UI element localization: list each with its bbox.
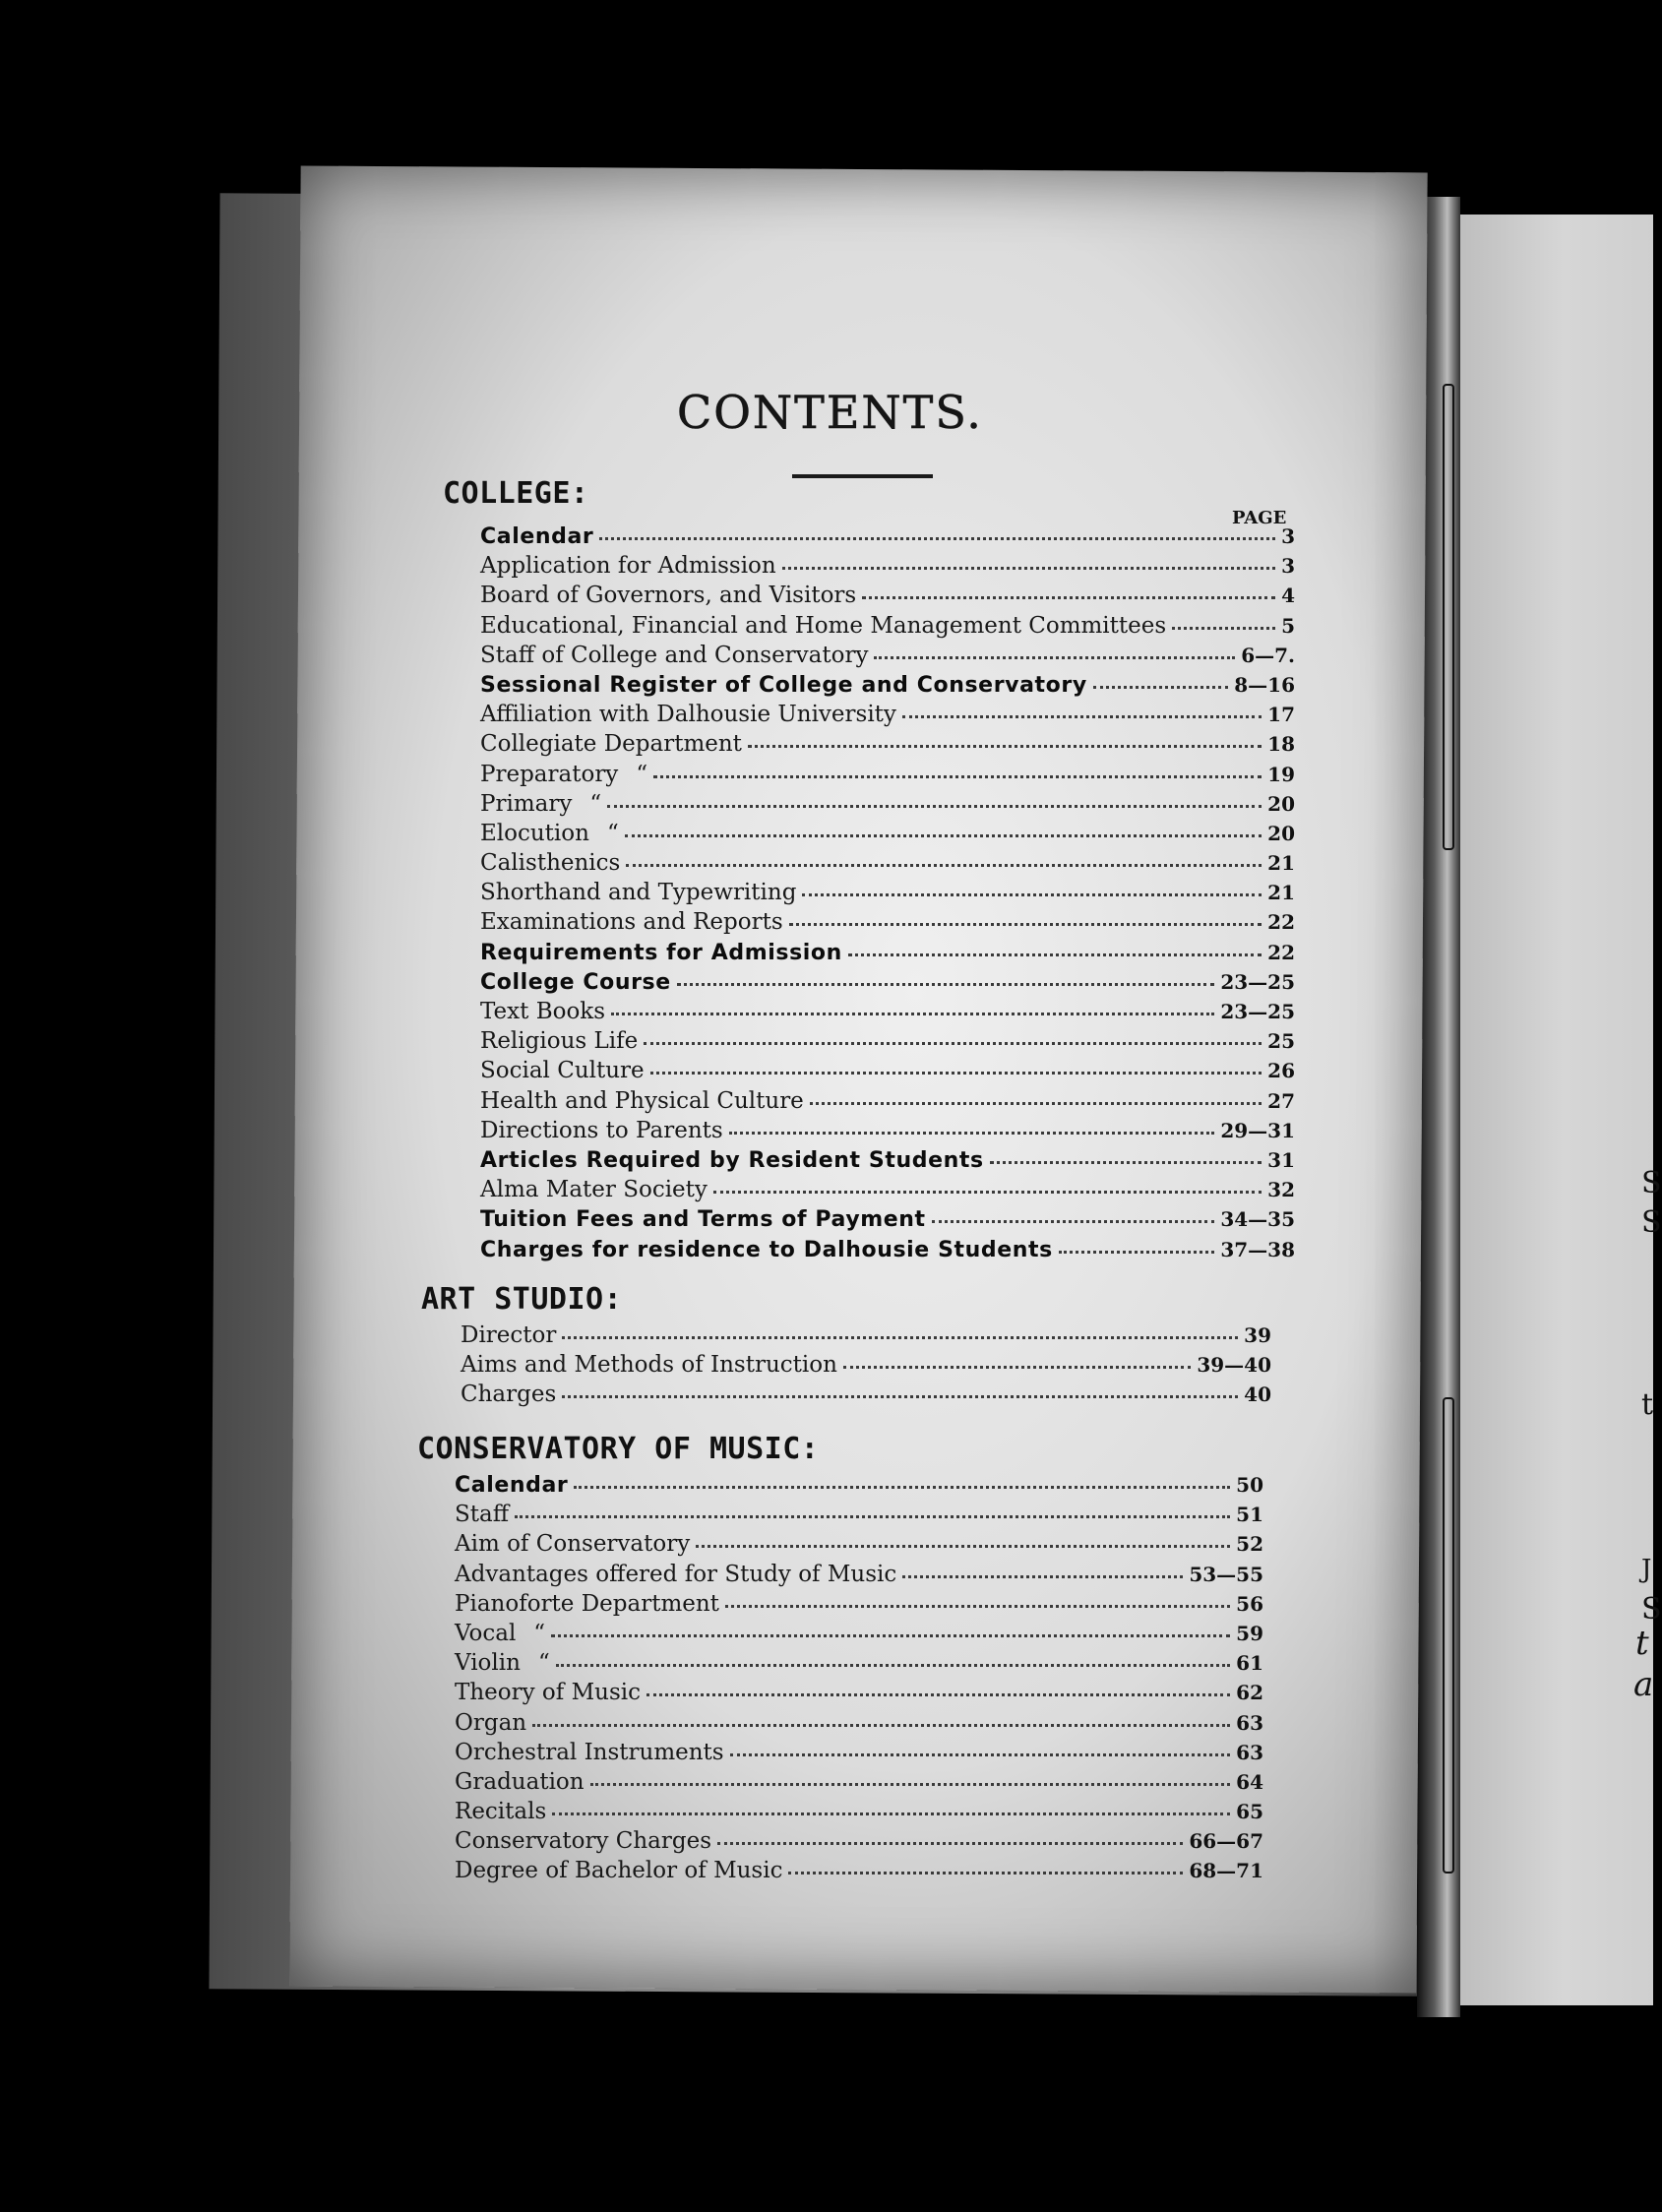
dot-leader (551, 1633, 1230, 1637)
fragment: t (1641, 1387, 1654, 1422)
toc-entry (480, 1235, 1295, 1264)
dot-leader (644, 1041, 1262, 1045)
toc-entry-label: Social Culture (480, 1058, 645, 1084)
toc-entry-page: 19 (1267, 762, 1295, 786)
toc-entry-page: 51 (1236, 1503, 1263, 1527)
toc-entry-page: 26 (1267, 1059, 1295, 1083)
toc-entry (455, 1826, 1263, 1856)
toc-entry-label: Graduation (455, 1768, 585, 1795)
conservatory-toc-list (455, 1470, 1263, 1886)
ditto-mark: “ (589, 790, 602, 817)
toc-entry (455, 1797, 1263, 1826)
toc-entry-label: Degree of Bachelor of Music (455, 1858, 783, 1884)
toc-entry-label: Preparatory (480, 761, 619, 787)
dot-leader (932, 1219, 1215, 1223)
toc-entry (480, 641, 1295, 670)
dot-leader (696, 1544, 1230, 1548)
toc-entry-page: 59 (1236, 1621, 1263, 1645)
toc-entry-page: 62 (1236, 1681, 1263, 1705)
toc-entry (480, 1145, 1295, 1175)
dot-leader (552, 1812, 1230, 1815)
toc-entry-page: 3 (1281, 524, 1295, 548)
facing-page (1429, 215, 1653, 2005)
section-heading-conservatory: CONSERVATORY OF MUSIC: (417, 1432, 820, 1466)
toc-entry-page: 52 (1236, 1532, 1263, 1557)
toc-entry-page: 22 (1267, 940, 1295, 964)
toc-entry (455, 1648, 1263, 1678)
toc-entry-page: 6—7. (1241, 643, 1295, 667)
toc-entry (455, 1678, 1263, 1707)
fragment: J (1641, 1555, 1652, 1584)
toc-entry-page: 63 (1236, 1710, 1263, 1735)
dot-leader (515, 1514, 1230, 1518)
toc-entry (455, 1560, 1263, 1589)
toc-entry-label: Sessional Register of College and Conservatory (480, 672, 1087, 698)
toc-entry-label: Board of Governors, and Visitors (480, 583, 857, 609)
dot-leader (625, 833, 1262, 837)
toc-entry (480, 1175, 1295, 1204)
ditto-mark: “ (533, 1620, 546, 1646)
toc-entry-label: College Course (480, 969, 671, 995)
binding-thread-upper (1443, 384, 1454, 850)
toc-entry-label: Organ (455, 1709, 527, 1736)
toc-entry-label: Advantages offered for Study of Music (455, 1561, 897, 1587)
toc-entry-page: 4 (1281, 584, 1295, 608)
toc-entry-label: Directions to Parents (480, 1117, 723, 1143)
toc-entry (480, 907, 1295, 937)
fragment: S (1641, 1166, 1662, 1200)
toc-entry-page: 31 (1267, 1147, 1295, 1172)
toc-entry (455, 1738, 1263, 1767)
toc-entry-page: 40 (1244, 1382, 1271, 1407)
toc-entry (455, 1589, 1263, 1619)
dot-leader (729, 1131, 1215, 1135)
dot-leader (725, 1604, 1230, 1608)
toc-entry-label: Pianoforte Department (455, 1590, 719, 1617)
toc-entry-page: 61 (1236, 1651, 1263, 1676)
dot-leader (874, 655, 1235, 659)
dot-leader (802, 892, 1262, 896)
toc-entry-label: Aims and Methods of Instruction (461, 1352, 837, 1379)
toc-entry-page: 34—35 (1220, 1207, 1295, 1232)
dot-leader (646, 1692, 1230, 1696)
toc-entry-page: 32 (1267, 1178, 1295, 1202)
toc-entry (480, 729, 1295, 759)
toc-entry (480, 611, 1295, 641)
toc-entry-label: Application for Admission (480, 553, 776, 580)
ditto-mark: “ (636, 761, 648, 787)
toc-entry-label: Collegiate Department (480, 731, 742, 758)
toc-entry-label: Charges (461, 1382, 557, 1408)
toc-entry-page: 37—38 (1220, 1237, 1295, 1261)
toc-entry (480, 1026, 1295, 1056)
ditto-mark: “ (537, 1650, 550, 1677)
dot-leader (599, 536, 1275, 540)
toc-entry-label: Health and Physical Culture (480, 1087, 804, 1114)
toc-entry-page: 39 (1244, 1323, 1271, 1347)
toc-entry-label: Articles Required by Resident Students (480, 1147, 984, 1173)
fragment: a (1633, 1665, 1654, 1704)
toc-entry-label: Calendar (455, 1473, 569, 1498)
title-rule (792, 474, 933, 478)
dot-leader (713, 1190, 1262, 1194)
toc-entry-label: Alma Mater Society (480, 1177, 708, 1203)
toc-entry-page: 20 (1267, 821, 1295, 845)
dot-leader (562, 1335, 1238, 1339)
toc-entry-label: Charges for residence to Dalhousie Students (480, 1237, 1053, 1262)
toc-entry-label: Religious Life (480, 1028, 639, 1055)
toc-entry-page: 65 (1236, 1800, 1263, 1824)
fragment: S (1641, 1592, 1662, 1627)
dot-leader (788, 1871, 1183, 1874)
toc-entry-label: Affiliation with Dalhousie University (480, 702, 896, 728)
dot-leader (990, 1160, 1262, 1164)
toc-entry (480, 700, 1295, 729)
dot-leader (717, 1841, 1183, 1845)
dot-leader (848, 952, 1262, 956)
toc-entry-label: Vocal (455, 1620, 517, 1646)
page-title: CONTENTS. (677, 386, 983, 439)
toc-entry-page: 8—16 (1234, 672, 1295, 697)
toc-entry (455, 1529, 1263, 1559)
toc-entry-label: Violin (455, 1650, 521, 1677)
toc-entry (455, 1619, 1263, 1648)
toc-entry (480, 1204, 1295, 1234)
toc-entry (480, 789, 1295, 819)
toc-entry (461, 1321, 1271, 1350)
toc-entry-page: 23—25 (1220, 969, 1295, 994)
toc-entry (455, 1470, 1263, 1500)
dot-leader (730, 1752, 1231, 1756)
toc-entry (480, 1116, 1295, 1145)
toc-entry-label: Orchestral Instruments (455, 1739, 724, 1765)
toc-entry-label: Staff (455, 1502, 510, 1528)
toc-entry-page: 21 (1267, 881, 1295, 905)
toc-entry (480, 1056, 1295, 1085)
toc-entry-page: 21 (1267, 851, 1295, 876)
toc-entry (480, 848, 1295, 878)
toc-entry (455, 1500, 1263, 1529)
toc-entry-label: Conservatory Charges (455, 1828, 712, 1855)
toc-entry (480, 760, 1295, 789)
toc-entry-page: 56 (1236, 1591, 1263, 1616)
toc-entry-page: 25 (1267, 1029, 1295, 1054)
toc-entry-page: 66—67 (1189, 1829, 1263, 1854)
dot-leader (574, 1485, 1230, 1489)
toc-entry-label: Recitals (455, 1799, 547, 1825)
dot-leader (782, 566, 1275, 570)
section-heading-art-studio: ART STUDIO: (421, 1282, 623, 1317)
dot-leader (862, 595, 1275, 599)
dot-leader (626, 863, 1262, 867)
toc-entry (480, 819, 1295, 848)
dot-leader (748, 744, 1262, 748)
dot-leader (650, 1071, 1262, 1075)
toc-entry (480, 878, 1295, 907)
dot-leader (789, 922, 1262, 926)
toc-entry-page: 50 (1236, 1473, 1263, 1497)
section-heading-college: COLLEGE: (443, 476, 589, 511)
ditto-mark: “ (606, 820, 619, 846)
dot-leader (902, 1574, 1183, 1578)
toc-entry-label: Director (461, 1322, 557, 1348)
toc-entry-label: Staff of College and Conservatory (480, 642, 869, 668)
dot-leader (653, 774, 1262, 778)
toc-entry (480, 1086, 1295, 1116)
toc-entry-label: Aim of Conservatory (455, 1531, 691, 1558)
toc-entry-label: Examinations and Reports (480, 909, 783, 936)
toc-entry-label: Text Books (480, 999, 606, 1024)
dot-leader (902, 714, 1262, 718)
dot-leader (1093, 685, 1228, 689)
toc-entry-page: 39—40 (1197, 1353, 1271, 1378)
toc-entry-label: Primary (480, 790, 573, 817)
toc-entry (480, 551, 1295, 581)
toc-entry (480, 522, 1295, 551)
dot-leader (607, 804, 1262, 808)
toc-entry-page: 68—71 (1189, 1859, 1263, 1883)
toc-entry-page: 3 (1281, 554, 1295, 579)
dot-leader (611, 1012, 1214, 1015)
toc-entry (461, 1350, 1271, 1380)
toc-entry (455, 1767, 1263, 1797)
toc-entry-page: 17 (1267, 703, 1295, 727)
dot-leader (1059, 1250, 1214, 1254)
toc-entry-page: 5 (1281, 613, 1295, 638)
page-column-header: PAGE (1232, 508, 1287, 528)
toc-entry-page: 18 (1267, 732, 1295, 757)
toc-entry-label: Calisthenics (480, 850, 621, 877)
toc-entry (461, 1380, 1271, 1409)
toc-entry (480, 670, 1295, 700)
art-studio-toc-list (461, 1321, 1271, 1410)
toc-entry-label: Shorthand and Typewriting (480, 880, 797, 906)
toc-entry (480, 938, 1295, 967)
fragment: t (1635, 1624, 1649, 1663)
toc-entry (455, 1856, 1263, 1885)
toc-entry-label: Elocution (480, 820, 589, 846)
toc-entry-label: Requirements for Admission (480, 940, 842, 965)
toc-entry-label: Theory of Music (455, 1680, 641, 1706)
toc-entry-page: 53—55 (1189, 1562, 1263, 1586)
dot-leader (590, 1782, 1231, 1786)
toc-entry-page: 20 (1267, 791, 1295, 816)
toc-entry-page: 23—25 (1220, 1000, 1295, 1023)
toc-entry (480, 581, 1295, 610)
dot-leader (843, 1365, 1191, 1369)
toc-entry-label: Calendar (480, 524, 594, 549)
toc-entry (480, 967, 1295, 997)
toc-entry-page: 29—31 (1220, 1118, 1295, 1142)
toc-entry (480, 997, 1295, 1026)
toc-entry-label: Tuition Fees and Terms of Payment (480, 1207, 926, 1233)
dot-leader (562, 1394, 1238, 1398)
dot-leader (556, 1663, 1230, 1667)
dot-leader (532, 1723, 1230, 1727)
fragment: S (1641, 1205, 1662, 1240)
binding-thread-lower (1443, 1397, 1454, 1874)
toc-entry-page: 22 (1267, 910, 1295, 935)
college-toc-list (480, 522, 1295, 1264)
toc-entry-label: Educational, Financial and Home Management Committees (480, 612, 1167, 639)
dot-leader (1172, 626, 1275, 630)
toc-entry-page: 64 (1236, 1769, 1263, 1794)
toc-entry-page: 63 (1236, 1740, 1263, 1764)
dot-leader (677, 982, 1215, 986)
toc-entry (455, 1708, 1263, 1738)
toc-entry-page: 27 (1267, 1088, 1295, 1113)
dot-leader (810, 1101, 1262, 1105)
